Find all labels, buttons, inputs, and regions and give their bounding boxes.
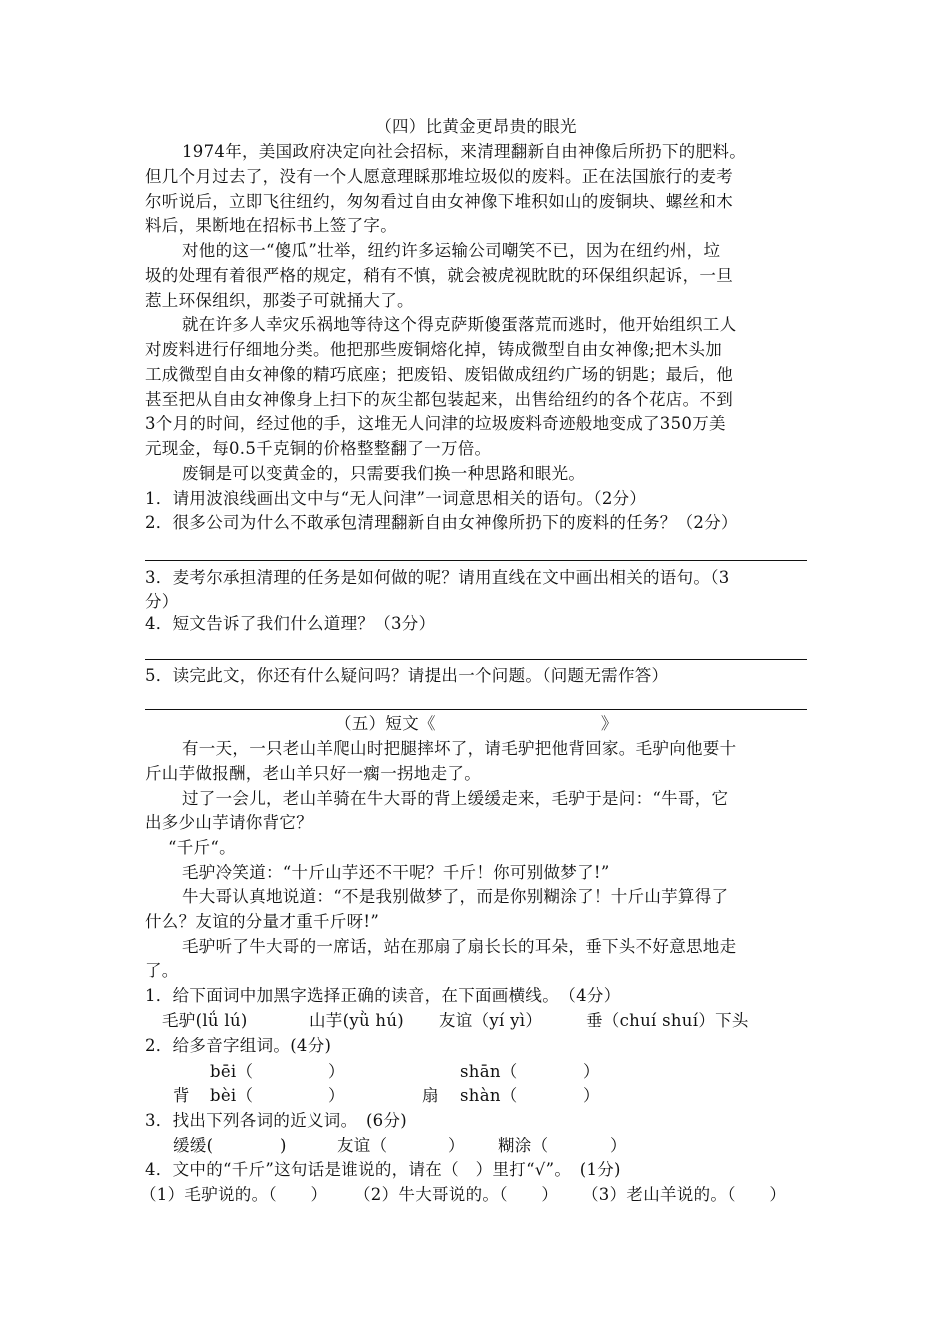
s4-p1-line3: 尔听说后，立即飞往纽约，匆匆看过自由女神像下堆积如山的废铜块、螺丝和木	[145, 192, 733, 211]
q1-item-1[interactable]: 毛驴(lǘ lú)	[162, 1011, 248, 1030]
q2-r1-d: ）	[583, 1062, 600, 1081]
s5-p4: 毛驴冷笑道：“十斤山芋还不干呢？千斤！你可别做梦了!”	[182, 863, 610, 882]
s5-p1-line1: 有一天，一只老山羊爬山时把腿摔坏了，请毛驴把他背回家。毛驴向他要十	[182, 739, 737, 758]
s4-p2-line3: 惹上环保组织，那娄子可就捅大了。	[145, 291, 414, 310]
q2-r2-d: ）	[583, 1086, 600, 1105]
q3-c1: 糊涂（	[498, 1136, 549, 1155]
answer-line-q2[interactable]	[145, 560, 807, 561]
s4-question-5: 5．读完此文，你还有什么疑问吗？请提出一个问题。（问题无需作答）	[145, 666, 669, 685]
s5-p6-line1: 毛驴听了牛大哥的一席话，站在那扇了扇长长的耳朵，垂下头不好意思地走	[182, 937, 737, 956]
s4-p1-line1: 1974年，美国政府决定向社会招标，来清理翻新自由神像后所扔下的肥料。	[182, 142, 746, 161]
answer-line-q4[interactable]	[145, 659, 807, 660]
q2-r2-a: bèi（	[210, 1086, 254, 1105]
s5-question-3: 3．找出下列各词的近义词。 (6分)	[145, 1111, 408, 1130]
section5-title-left: （五）短文《	[335, 714, 436, 733]
section4-title: （四）比黄金更昂贵的眼光	[375, 117, 577, 136]
q4-option-2[interactable]: （2）牛大哥说的。（ ）	[354, 1185, 559, 1204]
q2-r1-c: shān（	[460, 1062, 518, 1081]
s5-p5-line2: 什么？友谊的分量才重千斤呀!”	[145, 912, 380, 931]
s5-p5-line1: 牛大哥认真地说道：“不是我别做梦了，而是你别糊涂了！十斤山芋算得了	[182, 887, 729, 906]
s4-p3-line4: 甚至把从自由女神像身上扫下的灰尘都包装起来，出售给纽约的各个花店。不到	[145, 390, 733, 409]
s4-question-2: 2．很多公司为什么不敢承包清理翻新自由女神像所扔下的废料的任务？（2分）	[145, 513, 738, 532]
q3-a1: 缓缓(	[173, 1136, 214, 1155]
s4-p3-line2: 对废料进行仔细地分类。他把那些废铜熔化掉，铸成微型自由女神像;把木头加	[145, 340, 723, 359]
q4-option-3[interactable]: （3）老山羊说的。（ ）	[582, 1185, 787, 1204]
q3-a2: )	[280, 1136, 287, 1155]
s5-question-4: 4．文中的“千斤”这句话是谁说的，请在（ ）里打“√”。 (1分)	[145, 1160, 621, 1179]
s4-p2-line1: 对他的这一“傻瓜”壮举，纽约许多运输公司嘲笑不已，因为在纽约州，垃	[182, 241, 721, 260]
q1-item-2[interactable]: 山芋(yǜ hú)	[309, 1011, 405, 1030]
q4-option-1[interactable]: （1）毛驴说的。（ ）	[140, 1185, 328, 1204]
q2-r2-c: shàn（	[460, 1086, 518, 1105]
answer-line-q5[interactable]	[145, 709, 807, 710]
s4-p3-line1: 就在许多人幸灾乐祸地等待这个得克萨斯傻蛋落荒而逃时，他开始组织工人	[182, 315, 737, 334]
q1-item-3[interactable]: 友谊（yí yì）	[439, 1011, 543, 1030]
s4-p1-line4: 料后，果断地在招标书上签了字。	[145, 216, 397, 235]
s4-p3-line3: 工成微型自由女神像的精巧底座；把废铅、废铝做成纽约广场的钥匙；最后，他	[145, 365, 733, 384]
section5-title-right: 》	[600, 714, 618, 733]
q2-char-shan: 扇	[422, 1086, 439, 1105]
q2-r2-b: ）	[328, 1086, 345, 1105]
s5-p1-line2: 斤山芋做报酬，老山羊只好一瘸一拐地走了。	[145, 764, 481, 783]
q2-r1-a: bēi（	[210, 1062, 254, 1081]
s4-p4: 废铜是可以变黄金的，只需要我们换一种思路和眼光。	[182, 464, 586, 483]
s4-question-1: 1．请用波浪线画出文中与“无人问津”一词意思相关的语句。（2分）	[145, 489, 647, 508]
s4-p2-line2: 圾的处理有着很严格的规定，稍有不慎，就会被虎视眈眈的环保组织起诉，一旦	[145, 266, 733, 285]
s4-p1-line2: 但几个月过去了，没有一个人愿意理睬那堆垃圾似的废料。正在法国旅行的麦考	[145, 167, 733, 186]
section5-title	[335, 712, 635, 737]
q1-item-4[interactable]: 垂（chuí shuí）下头	[586, 1011, 749, 1030]
q2-char-bei: 背	[173, 1086, 190, 1105]
s5-question-2: 2．给多音字组词。(4分)	[145, 1036, 332, 1055]
s5-p3: “千斤“。	[168, 838, 236, 857]
s4-p3-line6: 元现金，每0.5千克铜的价格整整翻了一万倍。	[145, 439, 492, 458]
q3-b2: ）	[448, 1136, 465, 1155]
s5-p6-line2: 了。	[145, 961, 179, 980]
q3-c2: ）	[610, 1136, 627, 1155]
s4-question-4: 4．短文告诉了我们什么道理？（3分）	[145, 614, 436, 633]
s4-question-3-line1: 3．麦考尔承担清理的任务是如何做的呢？请用直线在文中画出相关的语句。（3	[145, 568, 730, 587]
s5-question-1: 1．给下面词中加黑字选择正确的读音，在下面画横线。 （4分）	[145, 986, 621, 1005]
s5-p2-line1: 过了一会儿，老山羊骑在牛大哥的背上缓缓走来，毛驴于是问：“牛哥，它	[182, 789, 729, 808]
q2-r1-b: ）	[328, 1062, 345, 1081]
s4-question-3-line2: 分）	[145, 592, 179, 611]
s4-p3-line5: 3个月的时间，经过他的手，这堆无人问津的垃圾废料奇迹般地变成了350万美	[145, 414, 726, 433]
q3-b1: 友谊（	[337, 1136, 388, 1155]
s5-p2-line2: 出多少山芋请你背它？	[145, 813, 313, 832]
